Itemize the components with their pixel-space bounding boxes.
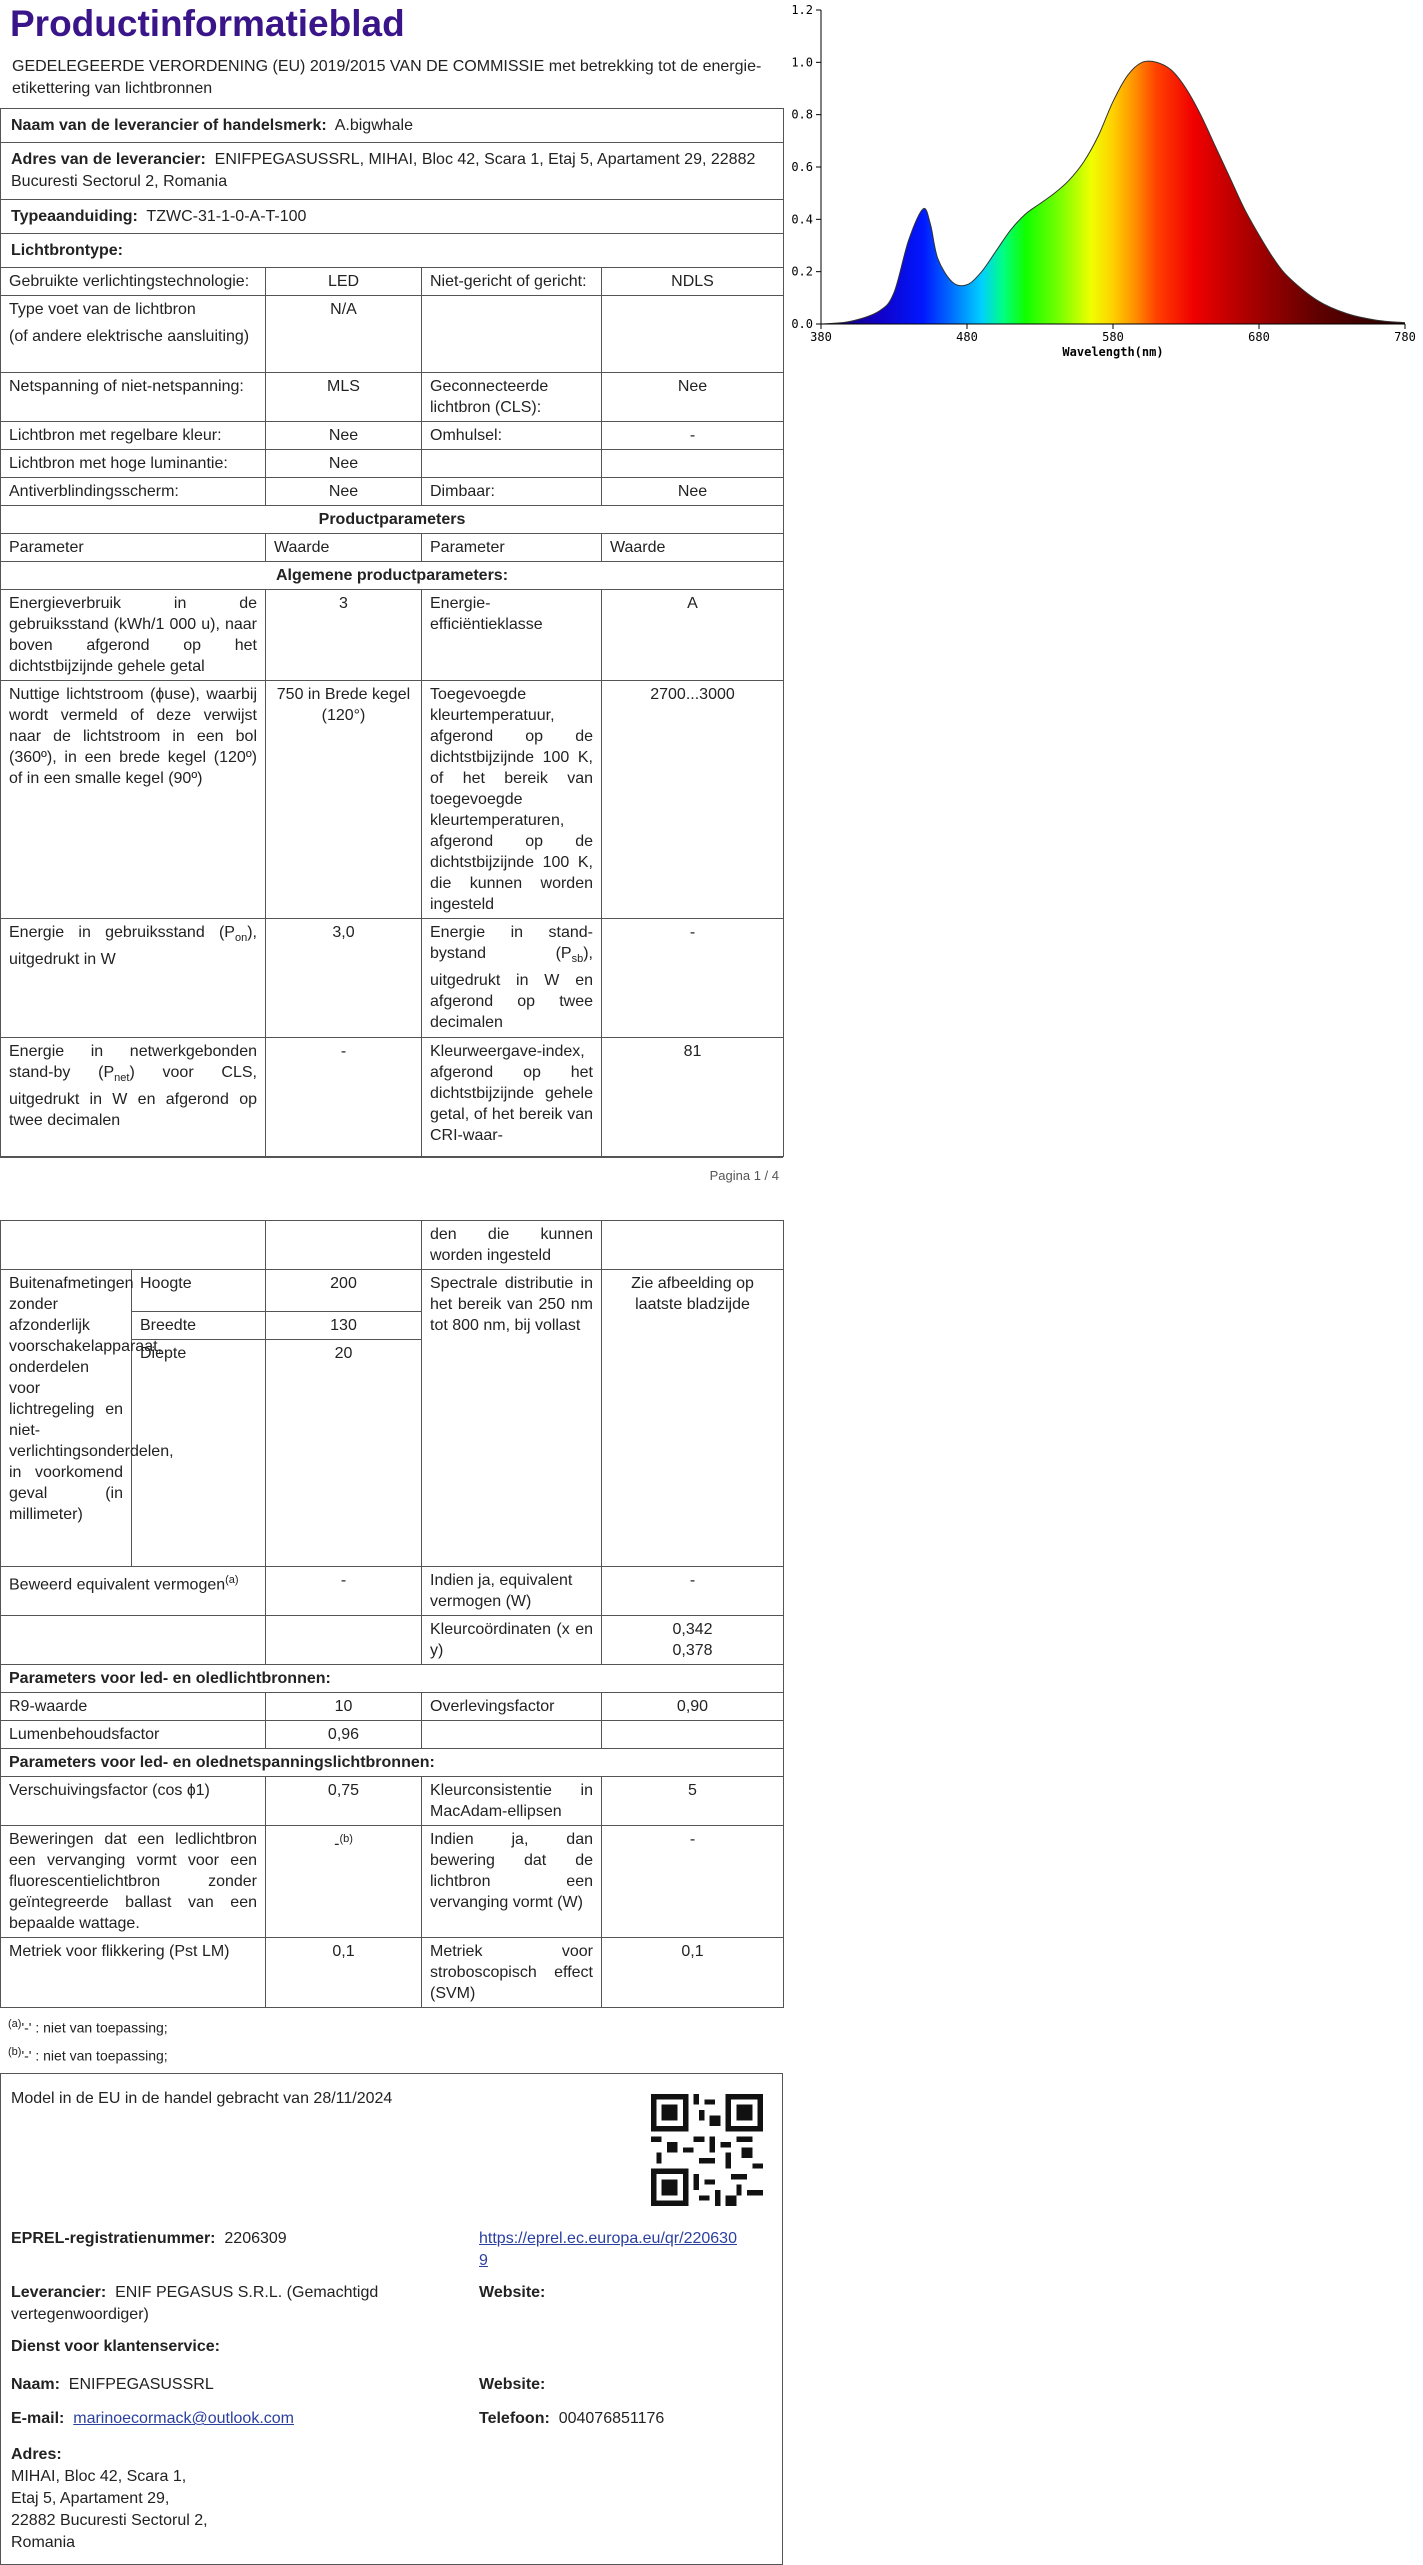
psb-value: - xyxy=(602,919,784,1038)
efficiency-class-value: A xyxy=(602,590,784,681)
note-b-marker: (b) xyxy=(8,2045,22,2058)
address-line: MIHAI, Bloc 42, Scara 1, xyxy=(11,2468,187,2486)
r9-label: R9-waarde xyxy=(1,1693,266,1721)
mains-label: Netspanning of niet-netspanning: xyxy=(1,373,266,422)
eprel-link[interactable]: https://eprel.ec.europa.eu/qr/2206309 xyxy=(479,2230,737,2270)
flicker-value: 0,1 xyxy=(266,1938,422,2008)
supplier-address-value: ENIFPEGASUSSRL, MIHAI, Bloc 42, Scara 1, Etaj 5, Apartament 29, 22882 Bucuresti Sectorul 2, Romania xyxy=(11,151,756,190)
mains-value: MLS xyxy=(266,373,422,422)
cap-type-label: Type voet van de lichtbron xyxy=(9,301,196,318)
pon-label-pre: Energie in gebruiksstand (P xyxy=(9,924,235,941)
envelope-value: - xyxy=(602,422,784,450)
luminous-flux-label: Nuttige lichtstroom (ɸuse), waarbij wordt vermeld of deze verwijst naar de lichtstroom in een bol (360º), in een brede kegel (120º) of in een smalle kegel (90º) xyxy=(1,681,266,919)
general-params-title: Algemene productparameters: xyxy=(1,562,784,590)
y-tick-label: 0.8 xyxy=(791,107,813,122)
chromaticity-y: 0,378 xyxy=(672,1642,713,1659)
dimmable-value: Nee xyxy=(602,478,784,506)
x-tick-label: 580 xyxy=(1102,330,1124,344)
height-label: Hoogte xyxy=(132,1270,266,1312)
psb-label-post: ), uitgedrukt in W en afgerond op twee decimalen xyxy=(430,945,593,1032)
survival-value: 0,90 xyxy=(602,1693,784,1721)
col-value-1: Waarde xyxy=(266,534,422,562)
pnet-label-pre: Energie in netwerkgebonden stand-by (P xyxy=(9,1043,257,1081)
svm-value: 0,1 xyxy=(602,1938,784,2008)
cri-value: 81 xyxy=(602,1038,784,1157)
width-value: 130 xyxy=(266,1312,422,1340)
type-value: TZWC-31-1-0-A-T-100 xyxy=(146,208,307,225)
high-luminance-value: Nee xyxy=(266,450,422,478)
psb-label-sub: sb xyxy=(571,953,584,966)
lightsource-type-label: Lichtbrontype: xyxy=(1,234,784,268)
width-label: Breedte xyxy=(132,1312,266,1340)
survival-label: Overlevingsfactor xyxy=(422,1693,602,1721)
height-value: 200 xyxy=(266,1270,422,1312)
service-website-label: Website: xyxy=(479,2376,546,2394)
y-tick-label: 1.2 xyxy=(791,3,813,17)
equivalent-power-label: Beweerd equivalent vermogen xyxy=(9,1576,226,1594)
replacement-watt-label: Indien ja, dan bewering dat de lichtbron een vervanging vormt (W) xyxy=(422,1826,602,1938)
model-market-date: Model in de EU in de handel gebracht van 28/11/2024 xyxy=(11,2090,393,2108)
lighting-technology-label: Gebruikte verlichtingstechnologie: xyxy=(1,268,266,296)
col-param-1: Parameter xyxy=(1,534,266,562)
x-tick-label: 380 xyxy=(810,330,832,344)
directional-label: Niet-gericht of gericht: xyxy=(422,268,602,296)
y-tick-label: 0.4 xyxy=(791,212,813,227)
address-block xyxy=(11,2466,208,2554)
led-params-title: Parameters voor led- en oledlichtbronnen: xyxy=(1,1665,784,1693)
dimensions-label: Buitenafmetingen zonder afzonderlijk voorschakelapparaat, onderdelen voor lichtregeling en niet-verlichtingsonderdelen, in voorkomend geval (in millimeter) xyxy=(1,1270,132,1567)
eprel-label: EPREL-registratienummer: xyxy=(11,2230,216,2248)
x-axis-label: Wavelength(nm) xyxy=(1062,345,1164,359)
directional-value: NDLS xyxy=(602,268,784,296)
address-line: Romania xyxy=(11,2534,76,2552)
lighting-technology-value: LED xyxy=(266,268,422,296)
x-tick-label: 480 xyxy=(956,330,978,344)
color-temperature-value: 2700...3000 xyxy=(602,681,784,919)
customer-service-label: Dienst voor klantenservice: xyxy=(11,2338,220,2356)
page-number: Pagina 1 / 4 xyxy=(709,1168,779,1183)
y-tick-label: 0.0 xyxy=(791,317,813,331)
page-title: Productinformatieblad xyxy=(10,3,405,44)
x-tick-label: 680 xyxy=(1248,330,1270,344)
chromaticity-x: 0,342 xyxy=(672,1621,713,1638)
type-label: Typeaanduiding: xyxy=(11,208,138,225)
y-tick-label: 0.2 xyxy=(791,264,813,279)
x-tick-label: 780 xyxy=(1394,330,1416,344)
high-luminance-label: Lichtbron met hoge luminantie: xyxy=(1,450,266,478)
color-consistency-label: Kleurconsistentie in MacAdam-ellipsen xyxy=(422,1777,602,1826)
pnet-value: - xyxy=(266,1038,422,1157)
service-name-label: Naam: xyxy=(11,2376,60,2394)
email-link[interactable]: marinoecormack@outlook.com xyxy=(73,2410,294,2428)
cap-type-sublabel: (of andere elektrische aansluiting) xyxy=(9,328,250,345)
address-line: 22882 Bucuresti Sectorul 2, xyxy=(11,2512,208,2530)
note-b-ref: (b) xyxy=(339,1833,353,1845)
page-break xyxy=(0,1157,783,1220)
product-params-title: Productparameters xyxy=(1,506,784,534)
r9-value: 10 xyxy=(266,1693,422,1721)
params-table-continued xyxy=(0,1220,784,2008)
glare-shield-label: Antiverblindingsscherm: xyxy=(1,478,266,506)
y-tick-label: 1.0 xyxy=(791,55,813,70)
col-param-2: Parameter xyxy=(422,534,602,562)
supplier-label: Leverancier: xyxy=(11,2284,107,2302)
pnet-label-post: ) voor CLS, uitgedrukt in W en afgerond op twee decimalen xyxy=(9,1064,257,1130)
pnet-label-sub: net xyxy=(114,1072,130,1085)
replacement-claim-value: - xyxy=(334,1835,340,1853)
note-a-marker: (a) xyxy=(8,2018,22,2030)
regulation-subtitle: GEDELEGEERDE VERORDENING (EU) 2019/2015 VAN DE COMMISSIE met betrekking tot de energie-etikettering van lichtbronnen xyxy=(12,58,762,97)
replacement-watt-value: - xyxy=(602,1826,784,1938)
y-tick-label: 0.6 xyxy=(791,160,813,174)
color-temperature-label: Toegevoegde kleurtemperatuur, afgerond op de dichtstbijzijnde 100 K, of het bereik van toegevoegde kleurtemperaturen, afgerond op de dichtstbijzijnde 100 K, die kunnen worden ingesteld xyxy=(422,681,602,919)
address-label: Adres: xyxy=(11,2446,62,2464)
website-label: Website: xyxy=(479,2284,546,2302)
glare-shield-value: Nee xyxy=(266,478,422,506)
supplier-address-label: Adres van de leverancier: xyxy=(11,151,206,168)
note-b-text: '-' : niet van toepassing; xyxy=(21,2047,168,2064)
lumen-maintenance-label: Lumenbehoudsfactor xyxy=(1,1721,266,1749)
cap-type-value: N/A xyxy=(266,296,422,373)
email-label: E-mail: xyxy=(11,2410,65,2428)
phone-label: Telefoon: xyxy=(479,2410,550,2428)
footnotes xyxy=(0,2008,783,2071)
cls-label: Geconnecteerde lichtbron (CLS): xyxy=(422,373,602,422)
envelope-label: Omhulsel: xyxy=(422,422,602,450)
qr-code-icon[interactable] xyxy=(651,2094,763,2206)
phone-value: 004076851176 xyxy=(558,2410,665,2428)
cri-label: Kleurweergave-index, afgerond op het dichtstbijzijnde gehele getal, of het bereik van CRI-waar- xyxy=(422,1038,602,1157)
eprel-info-box xyxy=(0,2073,783,2565)
pon-label-post: ), uitgedrukt in W xyxy=(9,924,257,969)
depth-value: 20 xyxy=(266,1340,422,1567)
col-value-2: Waarde xyxy=(602,534,784,562)
note-a-text: '-' : niet van toepassing; xyxy=(21,2019,168,2036)
depth-label: Diepte xyxy=(132,1340,266,1567)
note-a-ref: (a) xyxy=(225,1574,239,1586)
equivalent-watt-label: Indien ja, equivalent vermogen (W) xyxy=(422,1567,602,1616)
eprel-value: 2206309 xyxy=(224,2230,287,2248)
color-consistency-value: 5 xyxy=(602,1777,784,1826)
equivalent-power-value: - xyxy=(266,1567,422,1616)
equivalent-watt-value: - xyxy=(602,1567,784,1616)
flicker-label: Metriek voor flikkering (Pst LM) xyxy=(1,1938,266,2008)
energy-consumption-value: 3 xyxy=(266,590,422,681)
spectral-distribution-value: Zie afbeelding op laatste bladzijde xyxy=(602,1270,784,1567)
supplier-table xyxy=(0,108,784,1157)
energy-consumption-label: Energieverbruik in de gebruiksstand (kWh/1 000 u), naar boven afgerond op het dichtstbijzijnde gehele getal xyxy=(1,590,266,681)
supplier-value: ENIF PEGASUS S.R.L. (Gemachtigd vertegenwoordiger) xyxy=(11,2284,379,2324)
address-line: Etaj 5, Apartament 29, xyxy=(11,2490,170,2508)
luminous-flux-value: 750 in Brede kegel (120°) xyxy=(266,681,422,919)
pon-value: 3,0 xyxy=(266,919,422,1038)
spectral-distribution-chart xyxy=(783,0,1423,380)
cri-label-continued: den die kunnen worden ingesteld xyxy=(422,1221,602,1270)
supplier-name-label: Naam van de leverancier of handelsmerk: xyxy=(11,117,327,134)
spectral-distribution-label: Spectrale distributie in het bereik van 250 nm tot 800 nm, bij vollast xyxy=(422,1270,602,1567)
lumen-maintenance-value: 0,96 xyxy=(266,1721,422,1749)
chromaticity-label: Kleurcoördinaten (x en y) xyxy=(422,1616,602,1665)
tunable-value: Nee xyxy=(266,422,422,450)
cls-value: Nee xyxy=(602,373,784,422)
dimmable-label: Dimbaar: xyxy=(422,478,602,506)
mains-params-title: Parameters voor led- en olednetspanningslichtbronnen: xyxy=(1,1749,784,1777)
service-name-value: ENIFPEGASUSSRL xyxy=(68,2376,214,2394)
displacement-label: Verschuivingsfactor (cos ɸ1) xyxy=(1,1777,266,1826)
svm-label: Metriek voor stroboscopisch effect (SVM) xyxy=(422,1938,602,2008)
supplier-name-value: A.bigwhale xyxy=(334,117,413,134)
displacement-value: 0,75 xyxy=(266,1777,422,1826)
replacement-claim-label: Beweringen dat een ledlichtbron een vervanging vormt voor een fluorescentielichtbron zonder geïntegreerde ballast van een bepaalde wattage. xyxy=(1,1826,266,1938)
tunable-label: Lichtbron met regelbare kleur: xyxy=(1,422,266,450)
psb-label-pre: Energie in stand-bystand (P xyxy=(430,924,593,962)
pon-label-sub: on xyxy=(234,932,248,945)
efficiency-class-label: Energie-efficiëntieklasse xyxy=(422,590,602,681)
